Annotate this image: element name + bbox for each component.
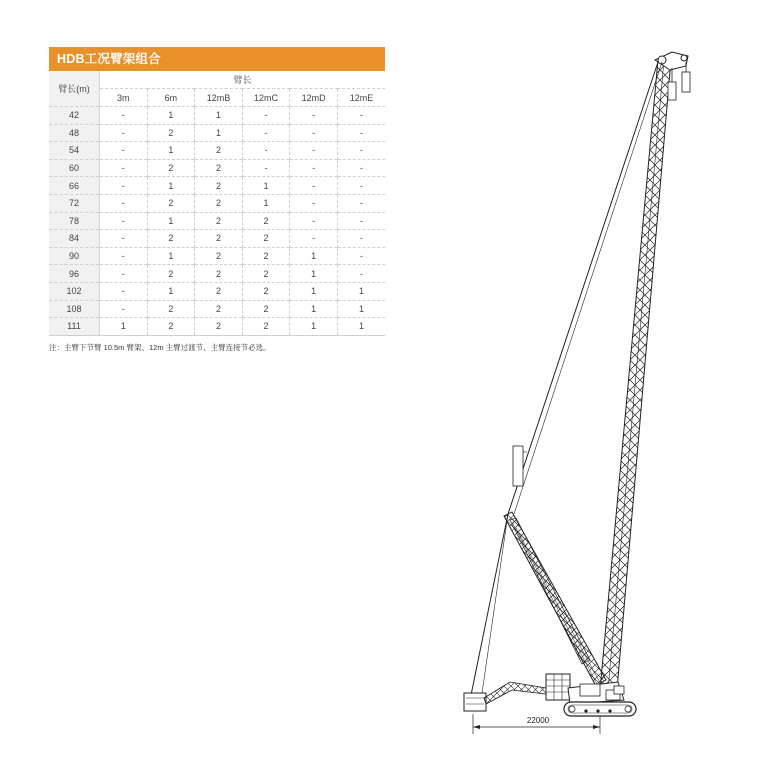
section-count-cell: 1 <box>290 282 338 300</box>
table-row <box>49 282 385 300</box>
boom-length-cell: 72 <box>49 194 100 212</box>
superlift-counterweight <box>464 682 546 711</box>
group-header: 臂长 <box>100 71 386 89</box>
section-count-cell: - <box>100 194 148 212</box>
section-count-cell: 2 <box>195 265 243 283</box>
section-count-cell: 2 <box>147 194 195 212</box>
section-count-cell: - <box>337 177 385 195</box>
table-row <box>49 177 385 195</box>
section-count-cell: 2 <box>147 318 195 336</box>
boom-length-cell: 84 <box>49 230 100 248</box>
section-count-cell: 2 <box>195 159 243 177</box>
table-row <box>49 247 385 265</box>
section-count-cell: 1 <box>290 318 338 336</box>
section-count-cell: 2 <box>242 265 290 283</box>
section-count-cell: - <box>242 142 290 160</box>
section-count-cell: - <box>100 124 148 142</box>
section-count-cell: - <box>100 177 148 195</box>
section-count-cell: - <box>337 247 385 265</box>
section-count-cell: 1 <box>242 194 290 212</box>
section-count-cell: - <box>242 107 290 125</box>
section-count-cell: 2 <box>195 318 243 336</box>
crane-diagram <box>455 40 705 740</box>
section-count-cell: - <box>337 194 385 212</box>
section-count-cell: 2 <box>195 177 243 195</box>
table-row <box>49 230 385 248</box>
footnote: 注：主臂下节臂 10.5m 臂架、12m 主臂过渡节、主臂连接节必选。 <box>49 343 271 352</box>
section-count-cell: 2 <box>147 265 195 283</box>
section-count-cell: - <box>290 212 338 230</box>
boom-length-cell: 96 <box>49 265 100 283</box>
table-row <box>49 159 385 177</box>
boom-length-cell: 66 <box>49 177 100 195</box>
section-count-cell: 1 <box>100 318 148 336</box>
section-count-cell: - <box>290 124 338 142</box>
section-count-cell: - <box>242 159 290 177</box>
section-count-cell: 1 <box>290 247 338 265</box>
column-header: 3m <box>117 92 130 103</box>
boom-length-cell: 48 <box>49 124 100 142</box>
upper-works <box>568 682 624 704</box>
section-count-cell: - <box>337 107 385 125</box>
table-row <box>49 212 385 230</box>
table-row <box>49 107 385 125</box>
section-count-cell: 2 <box>195 300 243 318</box>
section-count-cell: - <box>337 230 385 248</box>
column-header: 12mB <box>195 89 243 107</box>
section-count-cell: - <box>242 124 290 142</box>
section-count-cell: - <box>100 142 148 160</box>
section-count-cell: 2 <box>195 247 243 265</box>
section-count-cell: 2 <box>242 212 290 230</box>
column-header: 12mD <box>290 89 338 107</box>
boom-length-cell: 102 <box>49 282 100 300</box>
section-count-cell: 1 <box>147 142 195 160</box>
section-count-cell: - <box>290 194 338 212</box>
combination-table <box>49 71 385 336</box>
boom-length-cell: 42 <box>49 107 100 125</box>
table-row <box>49 318 385 336</box>
section-count-cell: 2 <box>242 230 290 248</box>
section-count-cell: - <box>100 300 148 318</box>
table-title: HDB工况臂架组合 <box>49 47 385 71</box>
section-count-cell: - <box>100 247 148 265</box>
section-count-cell: - <box>290 159 338 177</box>
section-count-cell: - <box>337 142 385 160</box>
section-count-cell: - <box>337 265 385 283</box>
mast <box>504 512 606 686</box>
dimension-label: 22000 <box>526 716 550 725</box>
table-row <box>49 194 385 212</box>
boom-length-cell: 54 <box>49 142 100 160</box>
section-count-cell: 2 <box>147 124 195 142</box>
section-count-cell: - <box>100 230 148 248</box>
section-count-cell: 2 <box>242 318 290 336</box>
boom-length-cell: 108 <box>49 300 100 318</box>
section-count-cell: 1 <box>242 177 290 195</box>
section-count-cell: - <box>337 124 385 142</box>
section-count-cell: 1 <box>337 282 385 300</box>
section-count-cell: 1 <box>147 247 195 265</box>
section-count-cell: - <box>290 107 338 125</box>
section-count-cell: 2 <box>147 230 195 248</box>
section-count-cell: - <box>337 212 385 230</box>
section-count-cell: - <box>100 282 148 300</box>
section-count-cell: - <box>290 142 338 160</box>
section-count-cell: 1 <box>195 124 243 142</box>
column-header: 12mE <box>337 89 385 107</box>
section-count-cell: 1 <box>195 107 243 125</box>
section-count-cell: 1 <box>337 300 385 318</box>
section-count-cell: 1 <box>290 265 338 283</box>
main-boom <box>600 60 671 690</box>
section-count-cell: - <box>100 159 148 177</box>
section-count-cell: - <box>100 265 148 283</box>
table-row <box>49 142 385 160</box>
boom-length-cell: 78 <box>49 212 100 230</box>
column-header: 12mC <box>242 89 290 107</box>
section-count-cell: - <box>100 212 148 230</box>
boom-length-cell: 60 <box>49 159 100 177</box>
section-count-cell: 1 <box>337 318 385 336</box>
section-count-cell: 2 <box>242 247 290 265</box>
section-count-cell: 1 <box>147 107 195 125</box>
crawler-tracks <box>564 702 636 716</box>
section-count-cell: 2 <box>147 159 195 177</box>
carbody-counterweight <box>546 674 570 700</box>
section-count-cell: 2 <box>195 194 243 212</box>
section-count-cell: 2 <box>195 282 243 300</box>
section-count-cell: - <box>290 230 338 248</box>
section-count-cell: 1 <box>147 282 195 300</box>
section-count-cell: - <box>290 177 338 195</box>
boom-combination-table <box>49 47 385 336</box>
section-count-cell: 2 <box>242 300 290 318</box>
table-row <box>49 300 385 318</box>
section-count-cell: 1 <box>147 212 195 230</box>
table-row <box>49 124 385 142</box>
section-count-cell: 2 <box>195 230 243 248</box>
section-count-cell: 2 <box>195 142 243 160</box>
section-count-cell: 2 <box>195 212 243 230</box>
row-header: 臂长(m) <box>49 71 100 107</box>
section-count-cell: - <box>337 159 385 177</box>
section-count-cell: 1 <box>147 177 195 195</box>
boom-length-cell: 111 <box>49 318 100 336</box>
boom-length-cell: 90 <box>49 247 100 265</box>
table-row <box>49 265 385 283</box>
section-count-cell: - <box>100 107 148 125</box>
section-count-cell: 1 <box>290 300 338 318</box>
section-count-cell: 2 <box>242 282 290 300</box>
column-header: 6m <box>147 89 195 107</box>
section-count-cell: 2 <box>147 300 195 318</box>
